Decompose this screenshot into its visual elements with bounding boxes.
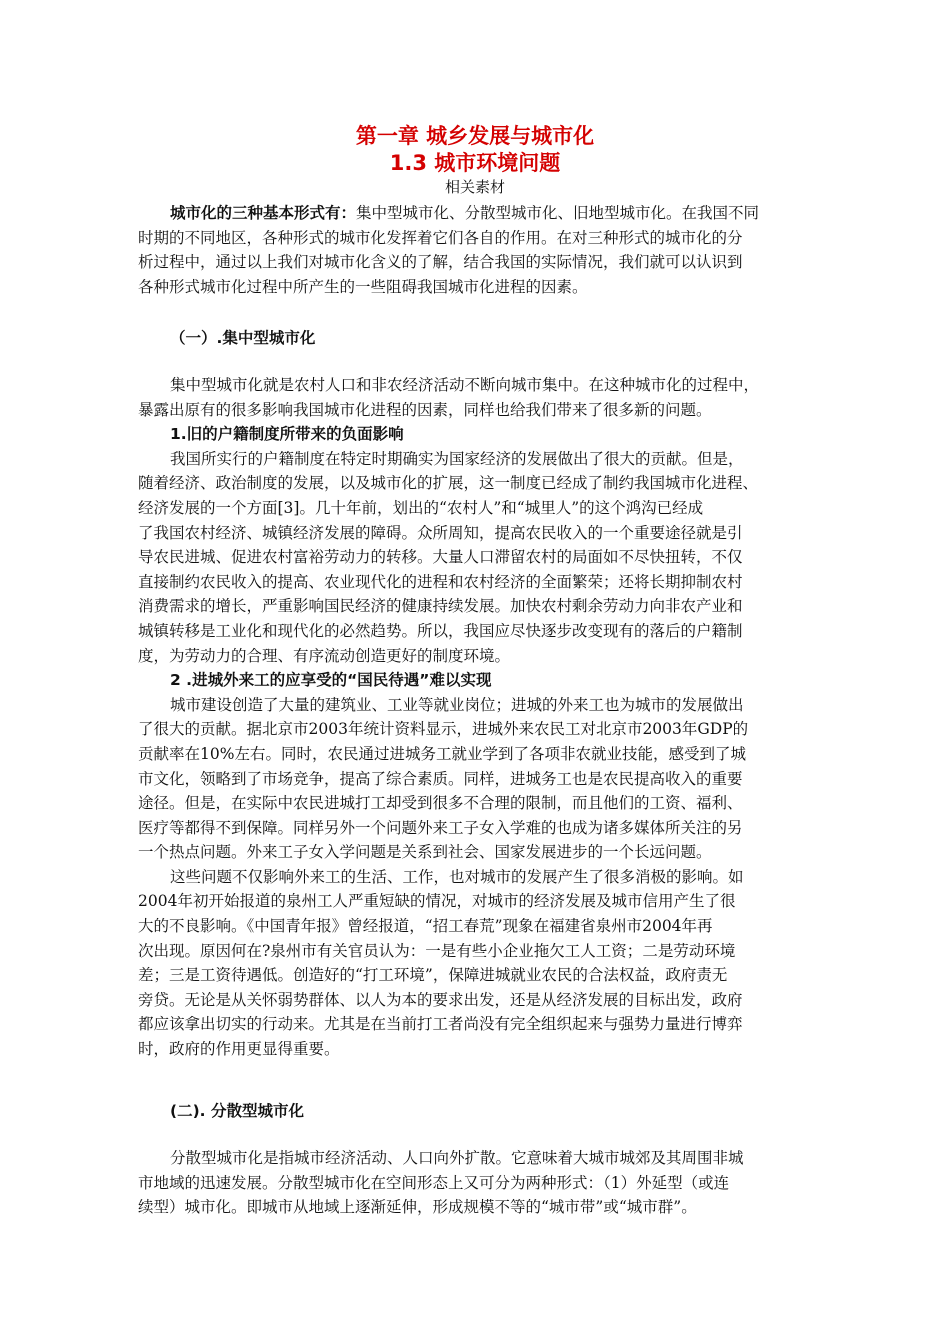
intro-paragraph	[138, 201, 828, 299]
paragraph-line: 消费需求的增长，严重影响国民经济的健康持续发展。加快农村剩余劳动力向非农产业和	[138, 597, 743, 616]
paragraph-line: 城市建设创造了大量的建筑业、工业等就业岗位；进城的外来工也为城市的发展做出	[170, 695, 744, 714]
paragraph-line: 暴露出原有的很多影响我国城市化进程的因素，同样也给我们带来了很多新的问题。	[138, 400, 712, 419]
section-title: 1.3 城市环境问题	[389, 151, 561, 175]
paragraph-line: 次出现。原因何在?泉州市有关官员认为：一是有些小企业拖欠工人工资；二是劳动环境	[138, 941, 736, 960]
sub1-heading: 1.旧的户籍制度所带来的负面影响	[170, 425, 404, 444]
paragraph-line: 了我国农村经济、城镇经济发展的障碍。众所周知，提高农民收入的一个重要途径就是引	[138, 523, 743, 542]
intro-line: 析过程中，通过以上我们对城市化含义的了解，结合我国的实际情况，我们就可以认识到	[138, 253, 743, 272]
section2-paragraph	[138, 1146, 828, 1220]
paragraph-line: 市文化，领略到了市场竞争，提高了综合素质。同样，进城务工也是农民提高收入的重要	[138, 769, 743, 788]
intro-line: 各种形式城市化过程中所产生的一些阻碍我国城市化进程的因素。	[138, 277, 588, 296]
paragraph-line: 医疗等都得不到保障。同样另外一个问题外来工子女入学难的也成为诸多媒体所关注的另	[138, 818, 743, 837]
paragraph-line: 集中型城市化就是农村人口和非农经济活动不断向城市集中。在这种城市化的过程中，	[170, 376, 760, 394]
intro-line: 时期的不同地区，各种形式的城市化发挥着它们各自的作用。在对三种形式的城市化的分	[138, 228, 743, 247]
paragraph-line: 直接制约农民收入的提高、农业现代化的进程和农村经济的全面繁荣；还将长期抑制农村	[138, 572, 743, 591]
paragraph-line: 市地域的迅速发展。分散型城市化在空间形态上又可分为两种形式：（1）外延型（或连	[138, 1173, 730, 1192]
paragraph-line: 2004年初开始报道的泉州工人严重短缺的情况，对城市的经济发展及城市信用产生了很	[138, 892, 736, 911]
paragraph-line: 导农民进城、促进农村富裕劳动力的转移。大量人口滞留农村的局面如不尽快扭转，不仅	[138, 548, 743, 567]
paragraph-line: 随着经济、政治制度的发展，以及城市化的扩展，这一制度已经成了制约我国城市化进程、	[138, 474, 759, 493]
subtitle: 相关素材	[444, 178, 505, 196]
paragraph-line: 分散型城市化是指城市经济活动、人口向外扩散。它意味着大城市城郊及其周围非城	[170, 1149, 744, 1167]
section1-heading: （一）.集中型城市化	[170, 329, 316, 347]
paragraph-line: 大的不良影响。《中国青年报》曾经报道，“招工春荒”现象在福建省泉州市2004年再	[138, 917, 713, 936]
section1-paragraph	[138, 373, 828, 1062]
paragraph-line: 我国所实行的户籍制度在特定时期确实为国家经济的发展做出了很大的贡献。但是，	[170, 449, 744, 468]
intro-line: 城市化的三种基本形式有：集中型城市化、分散型城市化、旧地型城市化。在我国不同	[170, 204, 760, 222]
sub2-heading: 2 .进城外来工的应享受的“国民待遇”难以实现	[170, 671, 492, 690]
paragraph-line: 城镇转移是工业化和现代化的必然趋势。所以，我国应尽快逐步改变现有的落后的户籍制	[138, 621, 743, 640]
chapter-title: 第一章 城乡发展与城市化	[355, 124, 595, 148]
paragraph-line: 时，政府的作用更显得重要。	[138, 1040, 340, 1059]
section2-heading: (二). 分散型城市化	[170, 1102, 304, 1120]
paragraph-line: 旁贷。无论是从关怀弱势群体、以人为本的要求出发，还是从经济发展的目标出发，政府	[138, 990, 743, 1009]
paragraph-line: 了很大的贡献。据北京市2003年统计资料显示，进城外来农民工对北京市2003年GDP的	[138, 720, 749, 739]
paragraph-line: 一个热点问题。外来工子女入学问题是关系到社会、国家发展进步的一个长远问题。	[138, 843, 712, 862]
paragraph-line: 续型）城市化。即城市从地域上逐渐延伸，形成规模不等的“城市带”或“城市群”。	[138, 1198, 697, 1217]
paragraph-line: 度，为劳动力的合理、有序流动创造更好的制度环境。	[138, 646, 511, 665]
paragraph-line: 都应该拿出切实的行动来。尤其是在当前打工者尚没有完全组织起来与强势力量进行博弈	[138, 1015, 743, 1034]
paragraph-line: 这些问题不仅影响外来工的生活、工作，也对城市的发展产生了很多消极的影响。如	[170, 867, 744, 886]
paragraph-line: 经济发展的一个方面[3]。几十年前，划出的“农村人”和“城里人”的这个鸿沟已经成	[138, 498, 704, 517]
intro-bold-lead: 城市化的三种基本形式有：	[170, 204, 357, 222]
paragraph-line: 途径。但是，在实际中农民进城打工却受到很多不合理的限制，而且他们的工资、福利、	[138, 794, 743, 813]
paragraph-line: 贡献率在10%左右。同时，农民通过进城务工就业学到了各项非农就业技能，感受到了城	[138, 744, 746, 763]
paragraph-line: 差；三是工资待遇低。创造好的“打工环境”，保障进城就业农民的合法权益，政府责无	[138, 966, 728, 985]
